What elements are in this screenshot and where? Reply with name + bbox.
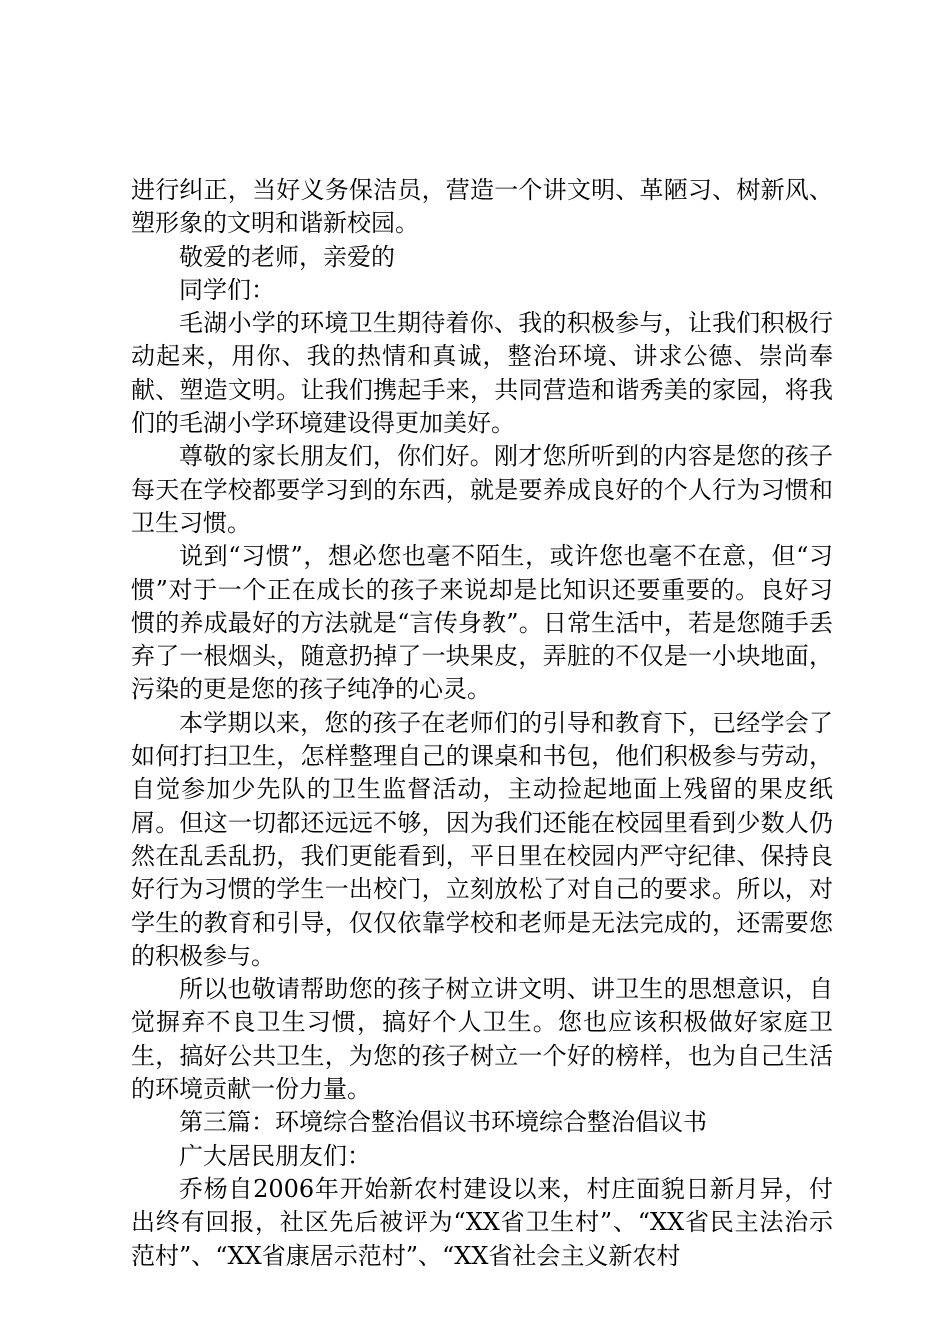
paragraph: 乔杨自2006年开始新农村建设以来，村庄面貌日新月异，付出终有回报，社区先后被评为“XX省卫生村”、“XX省民主法治示范村”、“XX省康居示范村”、“XX省社会主义新农村: [131, 1174, 833, 1270]
paragraph: 本学期以来，您的孩子在老师们的引导和教育下，已经学会了如何打扫卫生，怎样整理自己的课桌和书包，他们积极参与劳动，自觉参加少先队的卫生监督活动，主动捡起地面上残留的果皮纸屑。但这一切都还远远不够，因为我们还能在校园里看到少数人仍然在乱丢乱扔，我们更能看到，平日里在校园内严守纪律、保持良好行为习惯的学生一出校门，立刻放松了对自己的要求。所以，对学生的教育和引导，仅仅依靠学校和老师是无法完成的，还需要您的积极参与。: [131, 708, 833, 970]
paragraph: 所以也敬请帮助您的孩子树立讲文明、讲卫生的思想意识，自觉摒弃不良卫生习惯，搞好个人卫生。您也应该积极做好家庭卫生，搞好公共卫生，为您的孩子树立一个好的榜样，也为自己生活的环境贡献一份力量。: [131, 975, 833, 1104]
paragraph: 说到“习惯”，想必您也毫不陌生，或许您也毫不在意，但“习惯”对于一个正在成长的孩子来说却是比知识还要重要的。良好习惯的养成最好的方法就是“言传身教”。日常生活中，若是您随手丢弃了一根烟头，随意扔掉了一块果皮，弄脏的不仅是一小块地面，污染的更是您的孩子纯净的心灵。: [131, 542, 833, 704]
greeting-students: 同学们：: [179, 275, 275, 304]
document-body: [131, 174, 833, 1273]
greeting-teachers: 敬爱的老师，亲爱的: [179, 242, 395, 271]
salutation: 广大居民朋友们：: [179, 1141, 371, 1170]
paragraph: 进行纠正，当好义务保洁员，营造一个讲文明、革陋习、树新风、塑形象的文明和谐新校园。: [131, 176, 833, 238]
paragraph: 尊敬的家长朋友们，你们好。刚才您所听到的内容是您的孩子每天在学校都要学习到的东西，就是要养成良好的个人行为习惯和卫生习惯。: [131, 442, 833, 537]
section-heading: 第三篇：环境综合整治倡议书环境综合整治倡议书: [179, 1108, 707, 1137]
paragraph: 毛湖小学的环境卫生期待着你、我的积极参与，让我们积极行动起来，用你、我的热情和真诚，整治环境、讲求公德、崇尚奉献、塑造文明。让我们携起手来，共同营造和谐秀美的家园，将我们的毛湖小学环境建设得更加美好。: [131, 309, 833, 438]
